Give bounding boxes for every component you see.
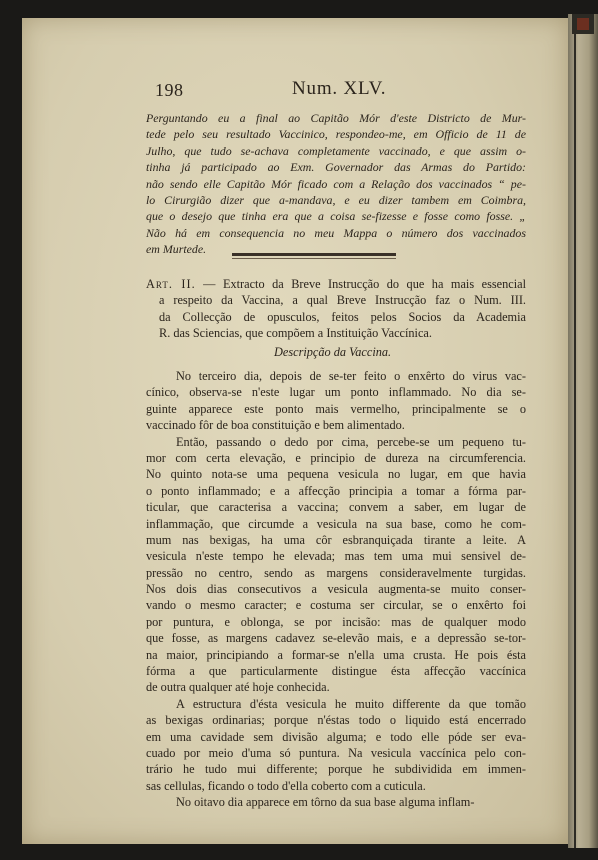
page-edge-binding xyxy=(568,14,598,848)
body-line: cuado por meio d'uma só puntura. Na vesicula vaccínica pelo con- xyxy=(146,745,526,760)
body-line: inflammação, que circumde a vesicula na sua base, como he com- xyxy=(146,516,526,531)
body-line: pressão no centro, sendo as margens consideravelmente turgidas. xyxy=(146,565,526,580)
article-line: R. das Sciencias, que compõem a Instituição Vaccínica. xyxy=(159,326,432,341)
article-label: Art. II. xyxy=(146,277,196,291)
report-line: lo Cirurgião dizer que a-mandava, e eu dizer tambem em Coimbra, xyxy=(146,192,526,207)
article-heading xyxy=(146,276,526,342)
body-line: fórma a que particularmente distingue ésta affecção vaccínica xyxy=(146,664,526,679)
page-number: 198 xyxy=(155,80,184,100)
body-line: que fosse, as margens cadavez se-elevão mais, e a depressão se-tor- xyxy=(146,631,526,646)
article-line-text: — Extracto da Breve Instrucção do que ha mais essencial xyxy=(203,277,526,291)
body-line: guinte apparece este ponto mais vermelho, principalmente se o xyxy=(146,401,526,416)
article-line xyxy=(146,276,526,292)
body-line: mum nas bexigas, ha uma côr esbranquiçada tirante a leite. A xyxy=(146,532,526,547)
report-line: não sendo elle Capitão Mór ficado com a Relação dos vaccinados “ pe- xyxy=(146,176,526,191)
report-line: em Murtede. xyxy=(146,242,207,257)
report-line: tede pelo seu resultado Vaccinico, respondeo-me, em Officio de 11 de xyxy=(146,127,526,142)
running-head: Num. XLV. xyxy=(292,78,387,99)
body-line: por puntura, e oblonga, se por incisão: mas de qualquer modo xyxy=(146,614,526,629)
report-line: tinha já participado ao Exm. Governador das Armas do Partido: xyxy=(146,160,526,175)
report-line: Perguntando eu a final ao Capitão Mór d'este Districto de Mur- xyxy=(146,111,526,125)
body-line: as bexigas ordinarias; porque n'éstas todo o liquido está encerrado xyxy=(146,713,526,728)
article-line: a respeito da Vaccina, a qual Breve Instrucção faz o Num. III. xyxy=(159,293,526,308)
report-paragraph xyxy=(146,110,526,258)
body-line: Então, passando o dedo por cima, percebe-se um pequeno tu- xyxy=(176,434,526,449)
body-line: vaccinado fôr de boa constituição e bem alimentado. xyxy=(146,418,405,433)
section-divider-rule xyxy=(232,253,396,256)
color-calibration-tab xyxy=(572,14,594,34)
body-line: trário he tudo mui differente; porque he subdividida em immen- xyxy=(146,762,526,777)
body-line: No oitavo dia apparece em tôrno da sua base alguma inflam- xyxy=(176,795,475,810)
body-line: vando o mesmo caracter; e costuma ser circular, se o enxêrto foi xyxy=(146,598,526,613)
report-line: Julho, que tudo se-achava completamente vaccinado, e que assim o- xyxy=(146,143,526,158)
body-line: na maior, principiando a formar-se n'ella uma crusta. He pois ésta xyxy=(146,647,526,662)
body-text xyxy=(146,368,526,811)
body-line: No quinto nota-se uma pequena vesicula no lugar, em que havia xyxy=(146,467,526,482)
body-line: cínico, observa-se n'este lugar um ponto inflammado. No dia se- xyxy=(146,385,526,400)
body-line: o ponto inflammado; e a affecção principia a tomar a fórma par- xyxy=(146,483,526,498)
body-line: de outra qualquer até hoje conhecida. xyxy=(146,680,330,695)
body-line: Nos dois dias consecutivos a vesicula augmenta-se muito conser- xyxy=(146,582,526,597)
body-line: ticular, que caracterisa a vaccina; convem a saber, em lugar de xyxy=(146,500,526,515)
article-line: da Collecção de opusculos, feitos pelos Socios da Academia xyxy=(159,309,526,324)
body-line: em uma cavidade sem divisão alguma; e todo elle póde ser eva- xyxy=(146,729,526,744)
body-line: No terceiro dia, depois de se-ter feito o enxêrto do virus vac- xyxy=(176,369,526,383)
body-line: sas cellulas, ficando o todo d'ella coberto com a cuticula. xyxy=(146,778,426,793)
report-line: que o desejo que tinha era que a coisa se-fizesse e fosse como fosse. „ xyxy=(146,209,526,224)
body-line: vesicula n'este tempo he elevada; mas tem uma mui sensivel de- xyxy=(146,549,526,564)
report-line: Não há em consequencia no meu Mappa o número dos vaccinados xyxy=(146,225,526,240)
body-line: mor com certa elevação, e principio de dureza na circumferencia. xyxy=(146,450,526,465)
body-line: A estructura d'ésta vesicula he muito differente da que tomão xyxy=(176,696,526,711)
section-title: Descripção da Vaccina. xyxy=(274,345,392,359)
